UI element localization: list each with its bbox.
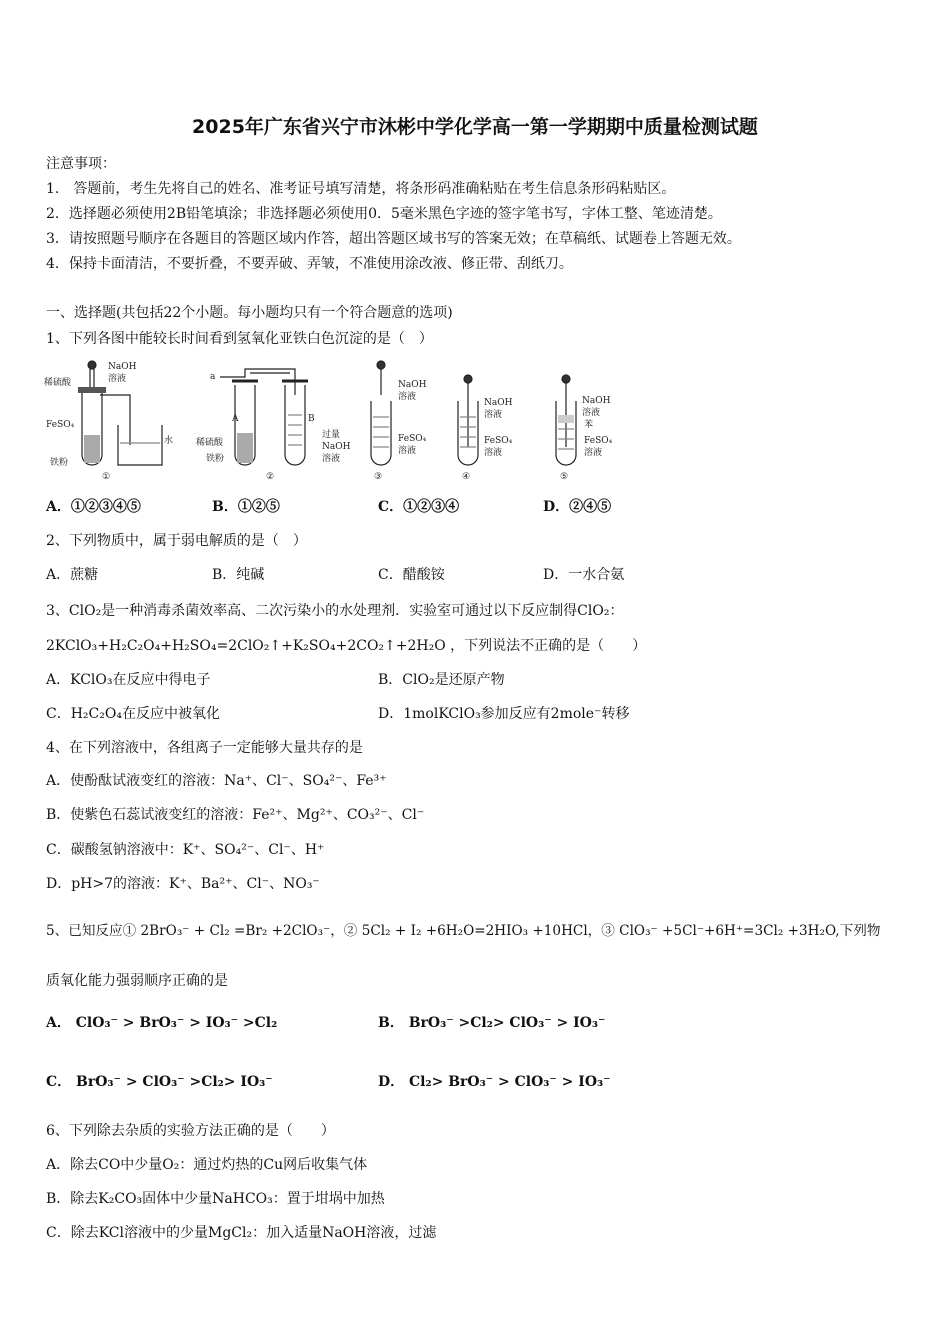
note-item: 3．请按照题号顺序在各题目的答题区域内作答，超出答题区域书写的答案无效；在草稿纸、试题卷上答题无效。 (46, 231, 741, 247)
q6-option-a[interactable]: A．除去CO中少量O₂：通过灼热的Cu网后收集气体 (46, 1157, 368, 1173)
fig5-label-feso4: FeSO₄ (584, 436, 613, 446)
q2-option-c[interactable]: C．醋酸铵 (378, 567, 445, 583)
q4-stem: 4、在下列溶液中，各组离子一定能够大量共存的是 (46, 740, 363, 756)
fig2-label-iron: 铁粉 (206, 454, 225, 464)
note-item: 4．保持卡面清洁，不要折叠，不要弄破、弄皱，不准使用涂改液、修正带、刮纸刀。 (46, 256, 573, 272)
note-item: 2．选择题必须使用2B铅笔填涂；非选择题必须使用0．5毫米黑色字迹的签字笔书写，字体工整、笔迹清楚。 (46, 206, 722, 222)
fig5-label-naoh: NaOH (582, 396, 611, 406)
q5-option-d[interactable]: D． Cl₂> BrO₃⁻ > ClO₃⁻ > IO₃⁻ (378, 1074, 611, 1090)
fig5-label-solution2: 溶液 (584, 448, 603, 458)
fig5-label-benzene: 苯 (584, 420, 594, 430)
fig2-label-A: A (232, 414, 239, 424)
q2-option-b[interactable]: B．纯碱 (212, 567, 265, 583)
note-item: 1. 答题前，考生先将自己的姓名、准考证号填写清楚，将条形码准确粘贴在考生信息条形码粘贴区。 (46, 181, 676, 197)
fig2-label-a: a (210, 372, 216, 382)
notes-heading: 注意事项： (46, 156, 116, 172)
fig5-apparatus (556, 375, 576, 465)
fig1-number: ① (102, 472, 111, 482)
q2-option-a[interactable]: A．蔗糖 (46, 567, 99, 583)
q4-option-c[interactable]: C．碳酸氢钠溶液中：K⁺、SO₄²⁻、Cl⁻、H⁺ (46, 842, 325, 858)
q4-option-d[interactable]: D．pH>7的溶液：K⁺、Ba²⁺、Cl⁻、NO₃⁻ (46, 876, 320, 892)
fig2-label-naoh: NaOH (322, 442, 351, 452)
q5-option-a[interactable]: A． ClO₃⁻ > BrO₃⁻ > IO₃⁻ >Cl₂ (46, 1015, 278, 1031)
fig3-label-feso4: FeSO₄ (398, 434, 427, 444)
fig5-label-solution: 溶液 (582, 408, 601, 418)
q2-option-d[interactable]: D．一水合氨 (543, 567, 625, 583)
q4-option-b[interactable]: B．使紫色石蕊试液变红的溶液：Fe²⁺、Mg²⁺、CO₃²⁻、Cl⁻ (46, 807, 425, 823)
fig1-label-naoh: NaOH (108, 362, 137, 372)
fig3-number: ③ (374, 472, 383, 482)
fig5-number: ⑤ (560, 472, 569, 482)
fig3-label-naoh: NaOH (398, 380, 427, 390)
fig4-number: ④ (462, 472, 471, 482)
fig3-apparatus (371, 361, 391, 465)
q4-option-a[interactable]: A．使酚酞试液变红的溶液：Na⁺、Cl⁻、SO₄²⁻、Fe³⁺ (46, 773, 387, 789)
fig1-label-solution: 溶液 (108, 374, 127, 384)
q6-option-c[interactable]: C．除去KCl溶液中的少量MgCl₂：加入适量NaOH溶液，过滤 (46, 1225, 437, 1241)
q5-option-b[interactable]: B． BrO₃⁻ >Cl₂> ClO₃⁻ > IO₃⁻ (378, 1015, 606, 1031)
q3-option-d[interactable]: D．1molKClO₃参加反应有2mole⁻转移 (378, 706, 630, 722)
q3-stem: 3、ClO₂是一种消毒杀菌效率高、二次污染小的水处理剂．实验室可通过以下反应制得ClO₂： (46, 603, 624, 619)
q2-stem: 2、下列物质中，属于弱电解质的是（ ） (46, 533, 307, 549)
q5-option-c[interactable]: C． BrO₃⁻ > ClO₃⁻ >Cl₂> IO₃⁻ (46, 1074, 273, 1090)
fig4-label-feso4: FeSO₄ (484, 436, 513, 446)
fig1-label-iron: 铁粉 (50, 458, 69, 468)
fig4-apparatus (458, 375, 478, 465)
q3-equation: 2KClO₃+H₂C₂O₄+H₂SO₄=2ClO₂↑+K₂SO₄+2CO₂↑+2H₂O ，下列说法不正确的是（ ） (46, 638, 647, 654)
q1-option-a[interactable]: A．①②③④⑤ (46, 499, 141, 515)
fig3-label-solution2: 溶液 (398, 446, 417, 456)
fig4-label-solution: 溶液 (484, 410, 503, 420)
fig4-label-solution2: 溶液 (484, 448, 503, 458)
q5-stem-continued: 质氧化能力强弱顺序正确的是 (46, 973, 228, 989)
fig4-label-naoh: NaOH (484, 398, 513, 408)
q1-apparatus-figure (40, 355, 640, 485)
section-heading: 一、选择题(共包括22个小题。每小题均只有一个符合题意的选项) (46, 305, 453, 321)
fig1-label-acid: 稀硫酸 (44, 378, 72, 388)
fig2-number: ② (266, 472, 275, 482)
fig2-label-solution: 溶液 (322, 454, 341, 464)
q1-option-c[interactable]: C．①②③④ (378, 499, 460, 515)
q1-option-d[interactable]: D．②④⑤ (543, 499, 612, 515)
q1-stem: 1、下列各图中能较长时间看到氢氧化亚铁白色沉淀的是（ ） (46, 331, 433, 347)
q6-option-b[interactable]: B．除去K₂CO₃固体中少量NaHCO₃：置于坩埚中加热 (46, 1191, 385, 1207)
q6-stem: 6、下列除去杂质的实验方法正确的是（ ） (46, 1123, 335, 1139)
fig2-label-acid: 稀硫酸 (196, 438, 224, 448)
q3-option-c[interactable]: C．H₂C₂O₄在反应中被氧化 (46, 706, 220, 722)
fig1-label-water: 水 (164, 436, 174, 446)
q3-option-a[interactable]: A．KClO₃在反应中得电子 (46, 672, 211, 688)
q3-option-b[interactable]: B．ClO₂是还原产物 (378, 672, 505, 688)
page-title: 2025年广东省兴宁市沐彬中学化学高一第一学期期中质量检测试题 (192, 116, 758, 138)
fig1-label-feso4: FeSO₄ (46, 420, 75, 430)
fig3-label-solution: 溶液 (398, 392, 417, 402)
fig2-label-B: B (308, 414, 315, 424)
fig2-label-excess: 过量 (322, 430, 341, 440)
q5-stem: 5、已知反应① 2BrO₃⁻ + Cl₂ =Br₂ +2ClO₃⁻，② 5Cl₂ + I₂ +6H₂O=2HIO₃ +10HCl，③ ClO₃⁻ +5Cl⁻+6H⁺=3Cl₂ +3H₂O,下列物 (46, 923, 881, 939)
q1-option-b[interactable]: B．①②⑤ (212, 499, 280, 515)
